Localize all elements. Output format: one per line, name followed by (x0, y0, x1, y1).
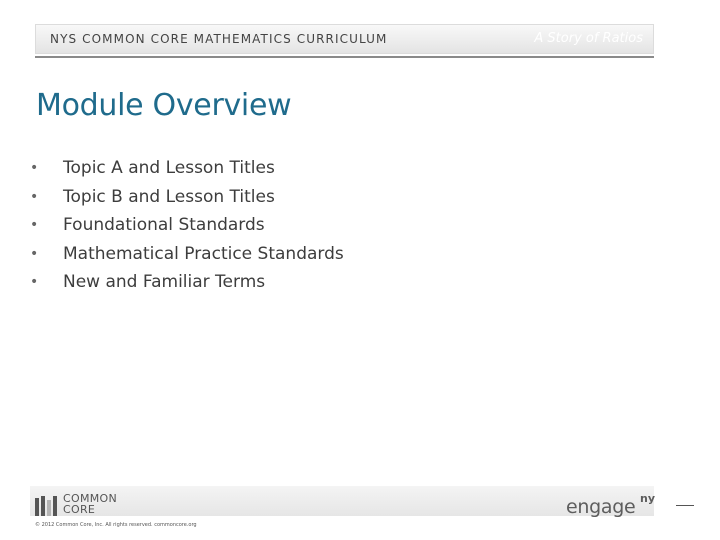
bullet-text: Topic B and Lesson Titles (63, 186, 275, 207)
bullet-icon: • (30, 245, 39, 262)
bullet-text: Topic A and Lesson Titles (63, 158, 275, 178)
story-label: A Story of Ratios (534, 31, 643, 46)
bullet-text: Foundational Standards (63, 215, 265, 236)
bullet-icon: • (30, 188, 39, 205)
bullet-text: Mathematical Practice Standards (63, 243, 344, 264)
copyright-notice: © 2012 Common Core, Inc. All rights reserved. commoncore.org (35, 522, 197, 528)
slide-title: Module Overview (36, 88, 292, 123)
header-divider (35, 56, 654, 58)
engage-wordmark: engage (566, 496, 636, 518)
header-band (35, 24, 654, 54)
bullet-text: New and Familiar Terms (63, 272, 266, 293)
bullet-icon: • (30, 217, 39, 234)
footer-rule (676, 505, 694, 506)
bullet-icon: • (30, 160, 39, 176)
logo-line-2: CORE (63, 503, 96, 516)
logo-line-1: COMMON (63, 492, 118, 505)
common-core-bars-icon (35, 496, 59, 516)
common-core-logo (35, 494, 130, 518)
curriculum-label: NYS COMMON CORE MATHEMATICS CURRICULUM (50, 32, 388, 46)
bullet-icon: • (30, 274, 39, 291)
ny-superscript: ny (640, 492, 656, 505)
common-core-wordmark (63, 493, 117, 515)
engageny-logo (566, 492, 666, 522)
